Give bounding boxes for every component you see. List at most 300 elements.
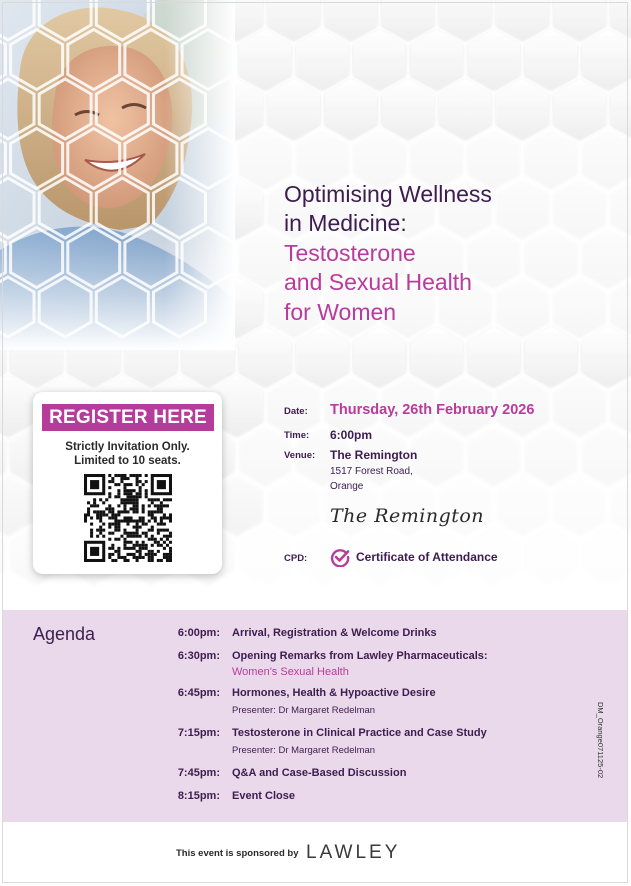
qr-module bbox=[157, 544, 160, 547]
venue-label: Venue: bbox=[284, 450, 316, 461]
qr-module bbox=[133, 544, 136, 547]
hexagon-shape bbox=[611, 178, 631, 238]
qr-module bbox=[145, 495, 148, 498]
qr-module bbox=[145, 532, 148, 535]
venue-logo: The Remington bbox=[330, 505, 485, 527]
register-card bbox=[33, 392, 222, 574]
qr-module bbox=[120, 501, 123, 504]
qr-module bbox=[148, 510, 151, 513]
qr-module bbox=[90, 529, 93, 532]
qr-module bbox=[130, 483, 133, 486]
qr-module bbox=[130, 474, 133, 477]
qr-module bbox=[142, 504, 145, 507]
qr-module bbox=[102, 529, 105, 532]
check-circle-icon bbox=[330, 547, 350, 567]
qr-module bbox=[111, 544, 114, 547]
qr-module bbox=[114, 526, 117, 529]
qr-module bbox=[163, 498, 166, 501]
qr-module bbox=[139, 535, 142, 538]
qr-module bbox=[120, 498, 123, 501]
qr-module bbox=[120, 480, 123, 483]
qr-module bbox=[123, 510, 126, 513]
qr-module bbox=[108, 507, 111, 510]
qr-module bbox=[111, 480, 114, 483]
qr-module bbox=[136, 529, 139, 532]
qr-module bbox=[160, 501, 163, 504]
qr-module bbox=[126, 489, 129, 492]
agenda-text: Opening Remarks from Lawley Pharmaceuticals: bbox=[232, 650, 488, 662]
qr-module bbox=[151, 556, 154, 559]
qr-module bbox=[99, 513, 102, 516]
qr-module bbox=[166, 553, 169, 556]
qr-module bbox=[157, 510, 160, 513]
qr-module bbox=[139, 492, 142, 495]
agenda-text: Testosterone in Clinical Practice and Case Study bbox=[232, 727, 487, 739]
qr-module bbox=[154, 538, 157, 541]
qr-module bbox=[151, 516, 154, 519]
qr-module bbox=[142, 544, 145, 547]
hexagon-shape bbox=[296, 327, 348, 387]
qr-module bbox=[169, 553, 172, 556]
qr-module bbox=[87, 513, 90, 516]
hexagon-shape bbox=[439, 0, 491, 40]
qr-module bbox=[96, 504, 99, 507]
hexagon-shape bbox=[582, 525, 631, 585]
qr-module bbox=[139, 474, 142, 477]
qr-module bbox=[130, 553, 133, 556]
qr-module bbox=[133, 535, 136, 538]
qr-module bbox=[123, 498, 126, 501]
qr-module bbox=[163, 541, 166, 544]
qr-module bbox=[163, 535, 166, 538]
title-line-4: and Sexual Health bbox=[284, 269, 472, 296]
qr-module bbox=[157, 523, 160, 526]
venue-name: The Remington bbox=[330, 448, 418, 462]
hexagon-shape bbox=[354, 30, 406, 90]
qr-module bbox=[90, 523, 93, 526]
qr-module bbox=[108, 474, 111, 477]
qr-module bbox=[123, 501, 126, 504]
qr-module bbox=[160, 520, 163, 523]
cpd-label: CPD: bbox=[284, 553, 308, 564]
qr-module bbox=[133, 526, 136, 529]
qr-module bbox=[154, 516, 157, 519]
hexagon-shape bbox=[496, 79, 548, 139]
qr-module bbox=[123, 507, 126, 510]
qr-module bbox=[145, 474, 148, 477]
qr-module bbox=[166, 556, 169, 559]
hexagon-shape bbox=[268, 0, 320, 40]
qr-module bbox=[130, 541, 133, 544]
qr-module bbox=[114, 550, 117, 553]
qr-module bbox=[90, 480, 99, 489]
qr-module bbox=[157, 504, 160, 507]
qr-module bbox=[154, 498, 157, 501]
qr-module bbox=[157, 532, 160, 535]
qr-module bbox=[111, 516, 114, 519]
agenda-presenter: Presenter: Dr Margaret Redelman bbox=[232, 745, 376, 756]
qr-module bbox=[108, 492, 111, 495]
qr-module bbox=[130, 489, 133, 492]
hexagon-shape bbox=[525, 30, 577, 90]
qr-module bbox=[99, 498, 102, 501]
qr-module bbox=[136, 504, 139, 507]
qr-module bbox=[160, 507, 163, 510]
qr-module bbox=[126, 541, 129, 544]
qr-module bbox=[154, 520, 157, 523]
hexagon-shape bbox=[554, 79, 606, 139]
qr-module bbox=[108, 486, 111, 489]
qr-module bbox=[148, 529, 151, 532]
qr-module bbox=[130, 516, 133, 519]
qr-module bbox=[163, 556, 166, 559]
qr-module bbox=[96, 513, 99, 516]
hexagon-shape bbox=[582, 327, 631, 387]
qr-module bbox=[139, 495, 142, 498]
qr-module bbox=[117, 526, 120, 529]
agenda-presenter: Presenter: Dr Margaret Redelman bbox=[232, 705, 376, 716]
qr-module bbox=[133, 507, 136, 510]
qr-module bbox=[142, 547, 145, 550]
qr-module bbox=[151, 553, 154, 556]
hexagon-shape bbox=[268, 79, 320, 139]
qr-module bbox=[157, 498, 160, 501]
qr-module bbox=[126, 532, 129, 535]
qr-module bbox=[130, 495, 133, 498]
qr-module bbox=[117, 556, 120, 559]
qr-module bbox=[169, 520, 172, 523]
qr-module bbox=[148, 538, 151, 541]
qr-module bbox=[169, 535, 172, 538]
qr-module bbox=[160, 516, 163, 519]
agenda-text: Q&A and Case-Based Discussion bbox=[232, 767, 407, 779]
cpd-value: Certificate of Attendance bbox=[356, 550, 498, 564]
qr-module bbox=[157, 550, 160, 553]
qr-module bbox=[108, 556, 111, 559]
qr-module bbox=[123, 492, 126, 495]
hexagon-shape bbox=[325, 79, 377, 139]
qr-module bbox=[160, 544, 163, 547]
qr-module bbox=[133, 489, 136, 492]
qr-module bbox=[111, 513, 114, 516]
qr-module bbox=[105, 507, 108, 510]
register-note-line-1: Strictly Invitation Only. bbox=[65, 441, 190, 453]
qr-module bbox=[139, 526, 142, 529]
qr-module bbox=[111, 547, 114, 550]
qr-module bbox=[133, 547, 136, 550]
hexagon-shape bbox=[468, 426, 520, 486]
qr-module bbox=[117, 550, 120, 553]
qr-module bbox=[133, 495, 136, 498]
hexagon-shape bbox=[554, 376, 606, 436]
title-line-5: for Women bbox=[284, 298, 397, 325]
qr-module bbox=[160, 504, 163, 507]
qr-module bbox=[108, 480, 111, 483]
qr-module bbox=[123, 544, 126, 547]
qr-module bbox=[136, 480, 139, 483]
qr-module bbox=[99, 529, 102, 532]
qr-module bbox=[117, 547, 120, 550]
qr-module bbox=[154, 541, 157, 544]
hexagon-shape bbox=[554, 0, 606, 40]
hexagon-shape bbox=[525, 426, 577, 486]
hexagon-shape bbox=[239, 327, 291, 387]
qr-module bbox=[136, 477, 139, 480]
sponsor-text: This event is sponsored by bbox=[176, 848, 299, 859]
qr-module bbox=[148, 513, 151, 516]
hexagon-shape bbox=[554, 475, 606, 535]
qr-module bbox=[139, 550, 142, 553]
qr-module bbox=[151, 510, 154, 513]
qr-module bbox=[123, 556, 126, 559]
qr-module bbox=[108, 532, 111, 535]
qr-module bbox=[160, 510, 163, 513]
qr-module bbox=[142, 523, 145, 526]
qr-module bbox=[102, 535, 105, 538]
hexagon-shape bbox=[525, 525, 577, 585]
qr-module bbox=[160, 523, 163, 526]
qr-module bbox=[154, 553, 157, 556]
qr-module bbox=[126, 520, 129, 523]
qr-module bbox=[151, 513, 154, 516]
qr-module bbox=[99, 516, 102, 519]
qr-module bbox=[123, 541, 126, 544]
qr-module bbox=[133, 553, 136, 556]
qr-module bbox=[145, 544, 148, 547]
qr-module bbox=[108, 547, 111, 550]
qr-module bbox=[142, 541, 145, 544]
qr-module bbox=[130, 535, 133, 538]
qr-module bbox=[130, 498, 133, 501]
qr-module bbox=[163, 523, 166, 526]
qr-module bbox=[117, 492, 120, 495]
qr-module bbox=[96, 516, 99, 519]
qr-module bbox=[123, 547, 126, 550]
qr-module bbox=[126, 553, 129, 556]
qr-module bbox=[139, 520, 142, 523]
qr-module bbox=[130, 507, 133, 510]
register-note bbox=[33, 440, 222, 468]
qr-module bbox=[136, 510, 139, 513]
qr-module bbox=[120, 510, 123, 513]
qr-module bbox=[87, 510, 90, 513]
qr-module bbox=[136, 535, 139, 538]
qr-module bbox=[139, 480, 142, 483]
qr-module bbox=[136, 541, 139, 544]
qr-module bbox=[111, 507, 114, 510]
qr-module bbox=[99, 520, 102, 523]
qr-module bbox=[123, 504, 126, 507]
qr-module bbox=[136, 495, 139, 498]
qr-module bbox=[136, 520, 139, 523]
qr-module bbox=[163, 529, 166, 532]
qr-module bbox=[102, 501, 105, 504]
qr-module bbox=[93, 504, 96, 507]
qr-module bbox=[139, 544, 142, 547]
qr-module bbox=[102, 523, 105, 526]
qr-module bbox=[139, 556, 142, 559]
hexagon-shape bbox=[611, 475, 631, 535]
qr-module bbox=[136, 483, 139, 486]
qr-module bbox=[136, 526, 139, 529]
hexagon-shape bbox=[582, 30, 631, 90]
qr-module bbox=[154, 504, 157, 507]
qr-module bbox=[130, 532, 133, 535]
qr-module bbox=[114, 483, 117, 486]
agenda-time: 8:15pm: bbox=[177, 790, 220, 802]
qr-module bbox=[123, 538, 126, 541]
qr-module bbox=[111, 553, 114, 556]
qr-module bbox=[130, 547, 133, 550]
qr-module bbox=[108, 523, 111, 526]
qr-module bbox=[151, 550, 154, 553]
title-line-3: Testosterone bbox=[284, 239, 416, 266]
qr-module bbox=[169, 516, 172, 519]
qr-module bbox=[90, 535, 93, 538]
qr-module bbox=[90, 532, 93, 535]
agenda-text: Event Close bbox=[232, 790, 295, 802]
hexagon-shape bbox=[296, 30, 348, 90]
hexagon-shape bbox=[0, 376, 34, 436]
hexagon-shape bbox=[611, 79, 631, 139]
qr-module bbox=[151, 501, 154, 504]
qr-module bbox=[154, 510, 157, 513]
qr-module bbox=[126, 547, 129, 550]
register-here-button[interactable]: REGISTER HERE bbox=[42, 404, 214, 431]
hexagon-shape bbox=[0, 475, 34, 535]
qr-module bbox=[148, 556, 151, 559]
qr-module bbox=[87, 501, 90, 504]
qr-module bbox=[166, 516, 169, 519]
qr-module bbox=[114, 520, 117, 523]
qr-module bbox=[126, 516, 129, 519]
qr-module bbox=[117, 483, 120, 486]
qr-module bbox=[117, 538, 120, 541]
qr-module bbox=[133, 498, 136, 501]
hexagon-shape bbox=[496, 0, 548, 40]
qr-module bbox=[111, 532, 114, 535]
woman-smiling-photo bbox=[0, 0, 235, 350]
qr-module bbox=[157, 507, 160, 510]
qr-module bbox=[108, 495, 111, 498]
qr-module bbox=[148, 498, 151, 501]
qr-module bbox=[151, 538, 154, 541]
qr-module bbox=[160, 559, 163, 562]
qr-module bbox=[126, 483, 129, 486]
agenda-time: 6:45pm: bbox=[177, 687, 220, 699]
qr-module bbox=[142, 516, 145, 519]
qr-module bbox=[117, 510, 120, 513]
qr-module bbox=[126, 535, 129, 538]
hexagon-shape bbox=[411, 426, 463, 486]
qr-module bbox=[123, 477, 126, 480]
qr-module bbox=[117, 504, 120, 507]
agenda-text: Hormones, Health & Hypoactive Desire bbox=[232, 687, 436, 699]
hexagon-shape bbox=[411, 327, 463, 387]
title-line-2: in Medicine: bbox=[284, 210, 407, 237]
qr-module bbox=[114, 474, 117, 477]
qr-module bbox=[169, 498, 172, 501]
qr-module bbox=[117, 513, 120, 516]
qr-module bbox=[136, 523, 139, 526]
qr-module bbox=[126, 495, 129, 498]
qr-module bbox=[151, 498, 154, 501]
hexagon-shape bbox=[439, 79, 491, 139]
qr-module bbox=[117, 523, 120, 526]
qr-module bbox=[133, 532, 136, 535]
hexagon-shape bbox=[582, 426, 631, 486]
agenda-section bbox=[3, 610, 628, 822]
qr-module bbox=[139, 489, 142, 492]
venue-address-line-2: Orange bbox=[330, 481, 364, 492]
qr-module bbox=[120, 535, 123, 538]
qr-module bbox=[166, 535, 169, 538]
qr-module bbox=[136, 556, 139, 559]
qr-module bbox=[163, 547, 166, 550]
qr-module bbox=[111, 559, 114, 562]
qr-module bbox=[114, 529, 117, 532]
qr-module bbox=[163, 553, 166, 556]
date-label: Date: bbox=[284, 406, 308, 417]
hexagon-shape bbox=[611, 277, 631, 337]
qr-module bbox=[114, 559, 117, 562]
qr-module bbox=[123, 474, 126, 477]
qr-module bbox=[133, 504, 136, 507]
qr-module bbox=[136, 507, 139, 510]
qr-module bbox=[148, 504, 151, 507]
hexagon-shape bbox=[0, 525, 5, 585]
hexagon-shape bbox=[0, 426, 5, 486]
qr-module bbox=[136, 532, 139, 535]
agenda-subtitle: Women's Sexual Health bbox=[232, 666, 349, 678]
qr-module bbox=[108, 504, 111, 507]
qr-module bbox=[169, 559, 172, 562]
qr-module bbox=[126, 501, 129, 504]
qr-module bbox=[126, 498, 129, 501]
agenda-time: 6:00pm: bbox=[177, 627, 220, 639]
qr-module bbox=[145, 523, 148, 526]
hexagon-shape bbox=[325, 0, 377, 40]
qr-module bbox=[157, 529, 160, 532]
qr-module bbox=[145, 489, 148, 492]
qr-module bbox=[111, 523, 114, 526]
qr-module bbox=[148, 520, 151, 523]
qr-module bbox=[157, 541, 160, 544]
qr-module bbox=[99, 526, 102, 529]
qr-module bbox=[99, 532, 102, 535]
date-value: Thursday, 26th February 2026 bbox=[330, 402, 535, 418]
qr-module bbox=[108, 553, 111, 556]
qr-module bbox=[87, 507, 90, 510]
qr-module bbox=[169, 513, 172, 516]
qr-module bbox=[84, 520, 87, 523]
event-title bbox=[284, 180, 604, 327]
qr-code[interactable] bbox=[84, 474, 172, 562]
hexagon-shape bbox=[268, 475, 320, 535]
qr-module bbox=[120, 474, 123, 477]
qr-module bbox=[130, 520, 133, 523]
qr-module bbox=[166, 544, 169, 547]
qr-module bbox=[114, 538, 117, 541]
hexagon-shape bbox=[382, 0, 434, 40]
qr-module bbox=[108, 516, 111, 519]
qr-module bbox=[120, 477, 123, 480]
qr-module bbox=[108, 538, 111, 541]
qr-module bbox=[108, 526, 111, 529]
qr-module bbox=[123, 489, 126, 492]
register-note-line-2: Limited to 10 seats. bbox=[74, 455, 181, 467]
qr-module bbox=[145, 535, 148, 538]
